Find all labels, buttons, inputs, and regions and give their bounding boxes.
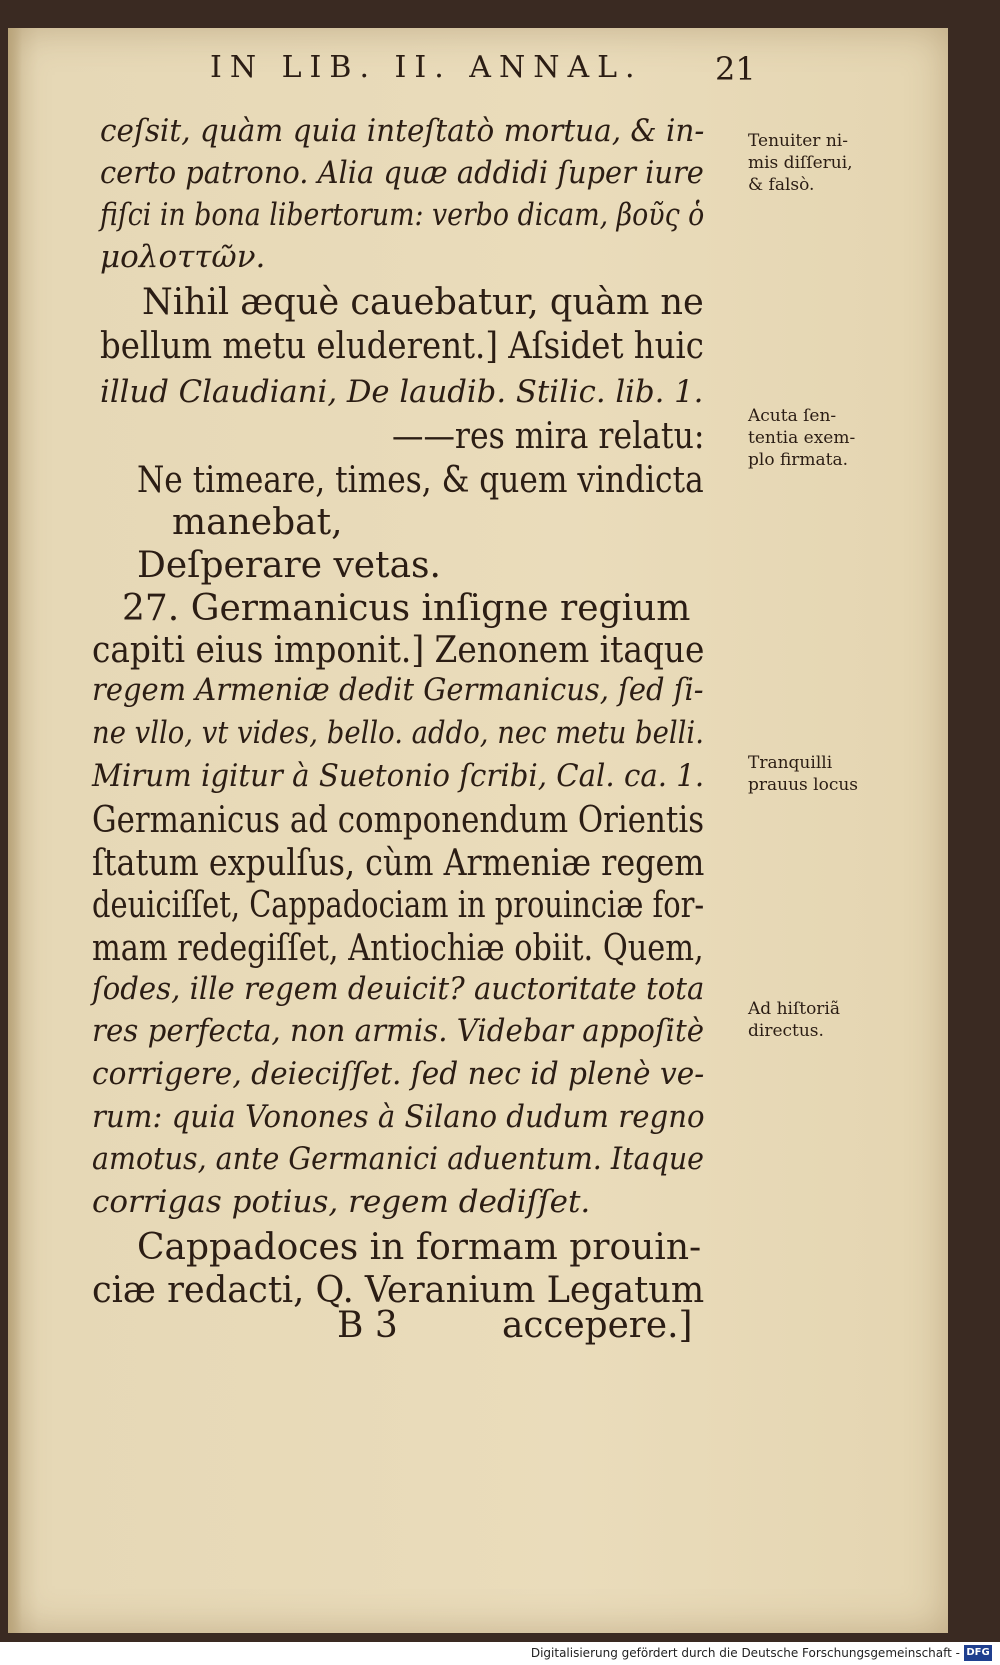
digitization-note: Digitalisierung gefördert durch die Deutsche Forschungsgemeinschaft - <box>530 1646 960 1660</box>
text-line: bellum metu eluderent.] Aſsidet huic <box>100 326 704 367</box>
text-line: Germanicus ad componendum Orientis <box>92 800 705 841</box>
text-line: ——res mira relatu: <box>392 416 705 457</box>
text-line: 27. Germanicus inſigne regium <box>122 588 691 629</box>
text-line: ciæ redacti, Q. Veranium Legatum <box>92 1270 705 1311</box>
text-line: corrigas potius, regem dediſſet. <box>92 1184 591 1220</box>
text-line: illud Claudiani, De laudib. Stilic. lib. 1. <box>100 374 704 410</box>
text-line: ſodes, ille regem deuicit? auctoritate tota <box>92 971 705 1007</box>
signature-mark: B 3 <box>337 1305 398 1346</box>
digitization-footer <box>0 1642 1000 1665</box>
text-line: certo patrono. Alia quæ addidi ſuper iure <box>100 155 704 191</box>
text-line: capiti eius imponit.] Zenonem itaque <box>92 630 705 671</box>
text-line: corrigere, deieciſſet. ſed nec id plenè ve- <box>92 1056 705 1092</box>
text-line: amotus, ante Germanici aduentum. Itaque <box>92 1141 705 1177</box>
text-line: Cappadoces in formam prouin- <box>137 1227 702 1268</box>
text-line: ceſsit, quàm quia inteſtatò mortua, & in- <box>100 113 705 149</box>
text-line: Deſperare vetas. <box>137 545 441 586</box>
text-line: deuiciſſet, Cappadociam in prouinciæ for- <box>92 885 705 926</box>
page-gutter-shadow <box>8 28 22 1633</box>
dfg-logo: DFG <box>964 1645 992 1661</box>
text-line: Ne timeare, times, & quem vindicta <box>137 460 704 501</box>
text-line: rum: quia Vonones à Silano dudum regno <box>92 1099 705 1135</box>
text-line: mam redegiſſet, Antiochiæ obiit. Quem, <box>92 928 704 969</box>
marginal-note: Acuta ſen- tentia exem- plo firmata. <box>748 406 856 470</box>
marginal-note: Tenuiter ni- mis diſſerui, & falsò. <box>748 131 853 195</box>
page-number: 21 <box>715 50 756 88</box>
marginal-note: Ad hiſtoriã directus. <box>748 999 841 1041</box>
text-line: fiſci in bona libertorum: verbo dicam, βοῦς ὁ <box>100 197 705 233</box>
text-line: regem Armeniæ dedit Germanicus, ſed ſi- <box>92 672 704 708</box>
text-line: ſtatum expulſus, cùm Armeniæ regem <box>92 843 705 884</box>
text-line: μολοττῶν. <box>100 239 266 275</box>
text-line: Nihil æquè cauebatur, quàm ne <box>142 282 704 323</box>
catchword: accepere.] <box>502 1305 693 1346</box>
text-line: manebat, <box>172 502 343 543</box>
text-line: ne vllo, vt vides, bello. addo, nec metu belli. <box>92 715 704 751</box>
text-line: res perfecta, non armis. Videbar appoſitè <box>92 1013 705 1049</box>
text-line: Mirum igitur à Suetonio ſcribi, Cal. ca. 1. <box>92 758 705 794</box>
marginal-note: Tranquilli prauus locus <box>748 753 859 795</box>
running-head: IN LIB. II. ANNAL. <box>210 50 643 85</box>
